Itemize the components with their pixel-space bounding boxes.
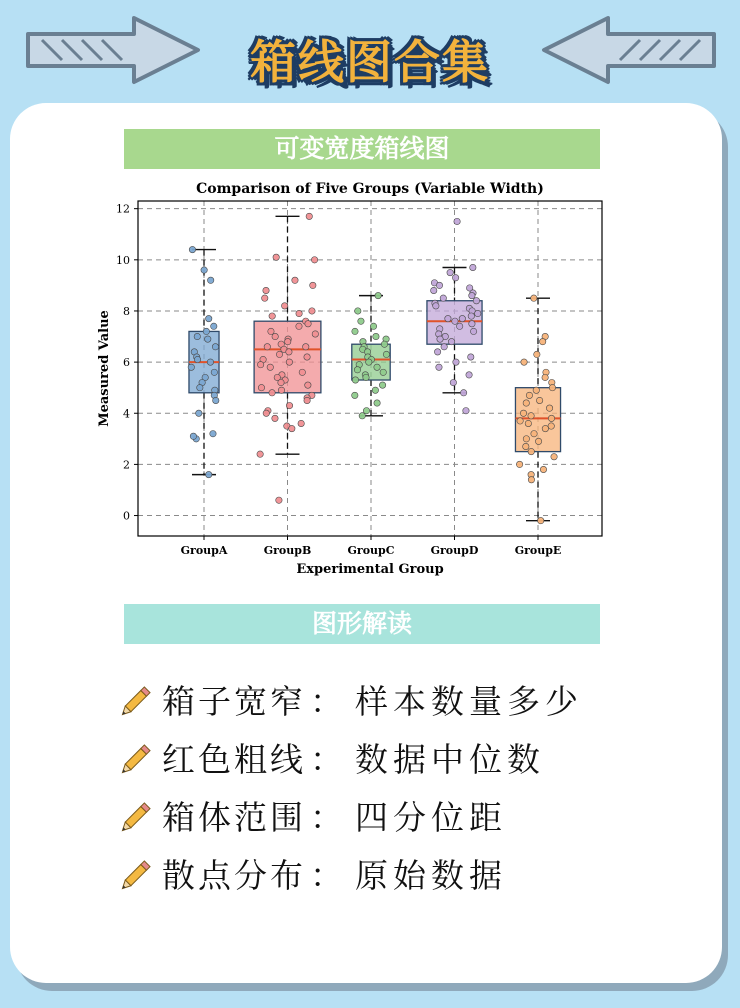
data-point [188, 364, 194, 370]
data-point [546, 405, 552, 411]
data-point [448, 338, 454, 344]
data-point [285, 338, 291, 344]
list-item [120, 670, 583, 728]
data-point [540, 466, 546, 472]
item-key: 箱体范围 [162, 797, 306, 837]
data-point [269, 390, 275, 396]
y-tick-label: 2 [123, 458, 130, 472]
data-point [548, 423, 554, 429]
data-point [542, 425, 548, 431]
data-point [190, 433, 196, 439]
data-point [305, 382, 311, 388]
data-point [272, 415, 278, 421]
data-point [528, 413, 534, 419]
data-point [205, 336, 211, 342]
data-point [305, 321, 311, 327]
data-point [304, 397, 310, 403]
chart-title: Comparison of Five Groups (Variable Width) [196, 181, 544, 197]
data-point [303, 344, 309, 350]
data-point [211, 369, 217, 375]
x-tick-label: GroupC [347, 544, 395, 557]
data-point [450, 379, 456, 385]
item-separator: ： [310, 797, 343, 837]
data-point [309, 308, 315, 314]
item-separator: ： [310, 739, 343, 779]
data-point [436, 282, 442, 288]
data-point [468, 354, 474, 360]
data-point [475, 310, 481, 316]
box-groupb [254, 213, 321, 503]
data-point [433, 303, 439, 309]
item-key: 箱子宽窄 [162, 681, 306, 721]
data-point [210, 431, 216, 437]
data-point [548, 415, 554, 421]
data-point [304, 354, 310, 360]
data-point [298, 420, 304, 426]
data-point [456, 323, 462, 329]
data-point [257, 361, 263, 367]
data-point [296, 310, 302, 316]
data-point [520, 410, 526, 416]
item-value: 样本数量多少 [355, 681, 583, 721]
data-point [542, 374, 548, 380]
data-point [352, 328, 358, 334]
data-point [370, 323, 376, 329]
data-point [299, 369, 305, 375]
data-point [470, 328, 476, 334]
data-point [286, 402, 292, 408]
data-point [516, 461, 522, 467]
item-separator: ： [310, 855, 343, 895]
data-point [460, 390, 466, 396]
data-point [379, 382, 385, 388]
data-point [257, 451, 263, 457]
y-axis-label: Measured Value [97, 310, 112, 427]
data-point [189, 246, 195, 252]
data-point [310, 282, 316, 288]
data-point [311, 257, 317, 263]
data-point [358, 318, 364, 324]
data-point [278, 379, 284, 385]
data-point [517, 418, 523, 424]
data-point [468, 313, 474, 319]
data-point [352, 392, 358, 398]
data-point [441, 344, 447, 350]
item-value: 原始数据 [355, 855, 507, 895]
data-point [470, 264, 476, 270]
data-point [272, 333, 278, 339]
x-tick-label: GroupE [514, 544, 562, 557]
data-point [473, 298, 479, 304]
pencil-icon [120, 739, 156, 775]
data-point [263, 287, 269, 293]
data-point [203, 328, 209, 334]
data-point [269, 313, 275, 319]
data-point [289, 425, 295, 431]
data-point [380, 369, 386, 375]
data-point [292, 277, 298, 283]
data-point [528, 477, 534, 483]
data-point [263, 410, 269, 416]
data-point [452, 318, 458, 324]
data-point [213, 397, 219, 403]
x-axis-label: Experimental Group [296, 562, 444, 577]
data-point [523, 436, 529, 442]
list-item [120, 728, 583, 786]
data-point [267, 364, 273, 370]
data-point [363, 407, 369, 413]
y-tick-label: 10 [116, 253, 130, 267]
x-tick-label: GroupB [263, 544, 312, 557]
data-point [207, 359, 213, 365]
list-item [120, 844, 583, 902]
data-point [264, 344, 270, 350]
item-value: 四分位距 [355, 797, 507, 837]
data-point [452, 275, 458, 281]
x-tick-label: GroupD [430, 544, 479, 557]
data-point [286, 349, 292, 355]
data-point [355, 308, 361, 314]
data-point [196, 410, 202, 416]
data-point [525, 420, 531, 426]
data-point [375, 292, 381, 298]
page-title: 箱线图合集 [250, 35, 490, 89]
data-point [206, 471, 212, 477]
data-point [538, 517, 544, 523]
data-point [534, 351, 540, 357]
data-point [312, 331, 318, 337]
data-point [453, 359, 459, 365]
data-point [434, 349, 440, 355]
data-point [197, 384, 203, 390]
data-point [523, 443, 529, 449]
data-point [528, 448, 534, 454]
item-key: 红色粗线 [162, 739, 306, 779]
y-tick-label: 12 [116, 202, 130, 216]
data-point [463, 407, 469, 413]
x-tick-label: GroupA [180, 544, 228, 557]
y-tick-label: 6 [123, 356, 130, 370]
data-point [469, 292, 475, 298]
data-point [437, 336, 443, 342]
y-tick-label: 4 [123, 407, 130, 421]
data-point [469, 321, 475, 327]
data-point [383, 351, 389, 357]
data-point [526, 392, 532, 398]
data-point [212, 344, 218, 350]
data-point [454, 218, 460, 224]
data-point [359, 413, 365, 419]
data-point [523, 400, 529, 406]
section-title-chart: 可变宽度箱线图 [124, 129, 600, 169]
data-point [521, 359, 527, 365]
data-point [533, 387, 539, 393]
data-point [366, 359, 372, 365]
pencil-icon [120, 681, 156, 717]
section-title-interpretation: 图形解读 [124, 604, 600, 644]
data-point [531, 295, 537, 301]
data-point [352, 377, 358, 383]
list-item [120, 786, 583, 844]
data-point [466, 372, 472, 378]
pencil-icon [120, 797, 156, 833]
data-point [286, 359, 292, 365]
data-point [431, 287, 437, 293]
box-groupa [188, 246, 219, 477]
data-point [551, 454, 557, 460]
data-point [374, 400, 380, 406]
data-point [354, 367, 360, 373]
data-point [207, 277, 213, 283]
data-point [372, 387, 378, 393]
data-point [436, 364, 442, 370]
data-point [262, 295, 268, 301]
y-tick-label: 0 [123, 509, 130, 523]
data-point [278, 387, 284, 393]
data-point [276, 351, 282, 357]
data-point [296, 323, 302, 329]
data-point [381, 341, 387, 347]
data-point [445, 315, 451, 321]
data-point [258, 384, 264, 390]
data-point [206, 315, 212, 321]
data-point [459, 315, 465, 321]
data-point [549, 384, 555, 390]
data-point [440, 295, 446, 301]
data-point [535, 438, 541, 444]
data-point [374, 364, 380, 370]
data-point [194, 356, 200, 362]
data-point [201, 267, 207, 273]
data-point [363, 374, 369, 380]
data-point [373, 333, 379, 339]
data-point [211, 323, 217, 329]
data-point [539, 338, 545, 344]
item-separator: ： [310, 681, 343, 721]
data-point [531, 431, 537, 437]
y-tick-label: 8 [123, 304, 130, 318]
item-value: 数据中位数 [355, 739, 545, 779]
data-point [276, 497, 282, 503]
data-point [306, 213, 312, 219]
box-plot-chart [92, 174, 612, 584]
data-point [447, 269, 453, 275]
data-point [281, 303, 287, 309]
data-point [536, 397, 542, 403]
interpretation-list [120, 670, 583, 902]
data-point [194, 333, 200, 339]
pencil-icon [120, 855, 156, 891]
item-key: 散点分布 [162, 855, 306, 895]
data-point [273, 254, 279, 260]
